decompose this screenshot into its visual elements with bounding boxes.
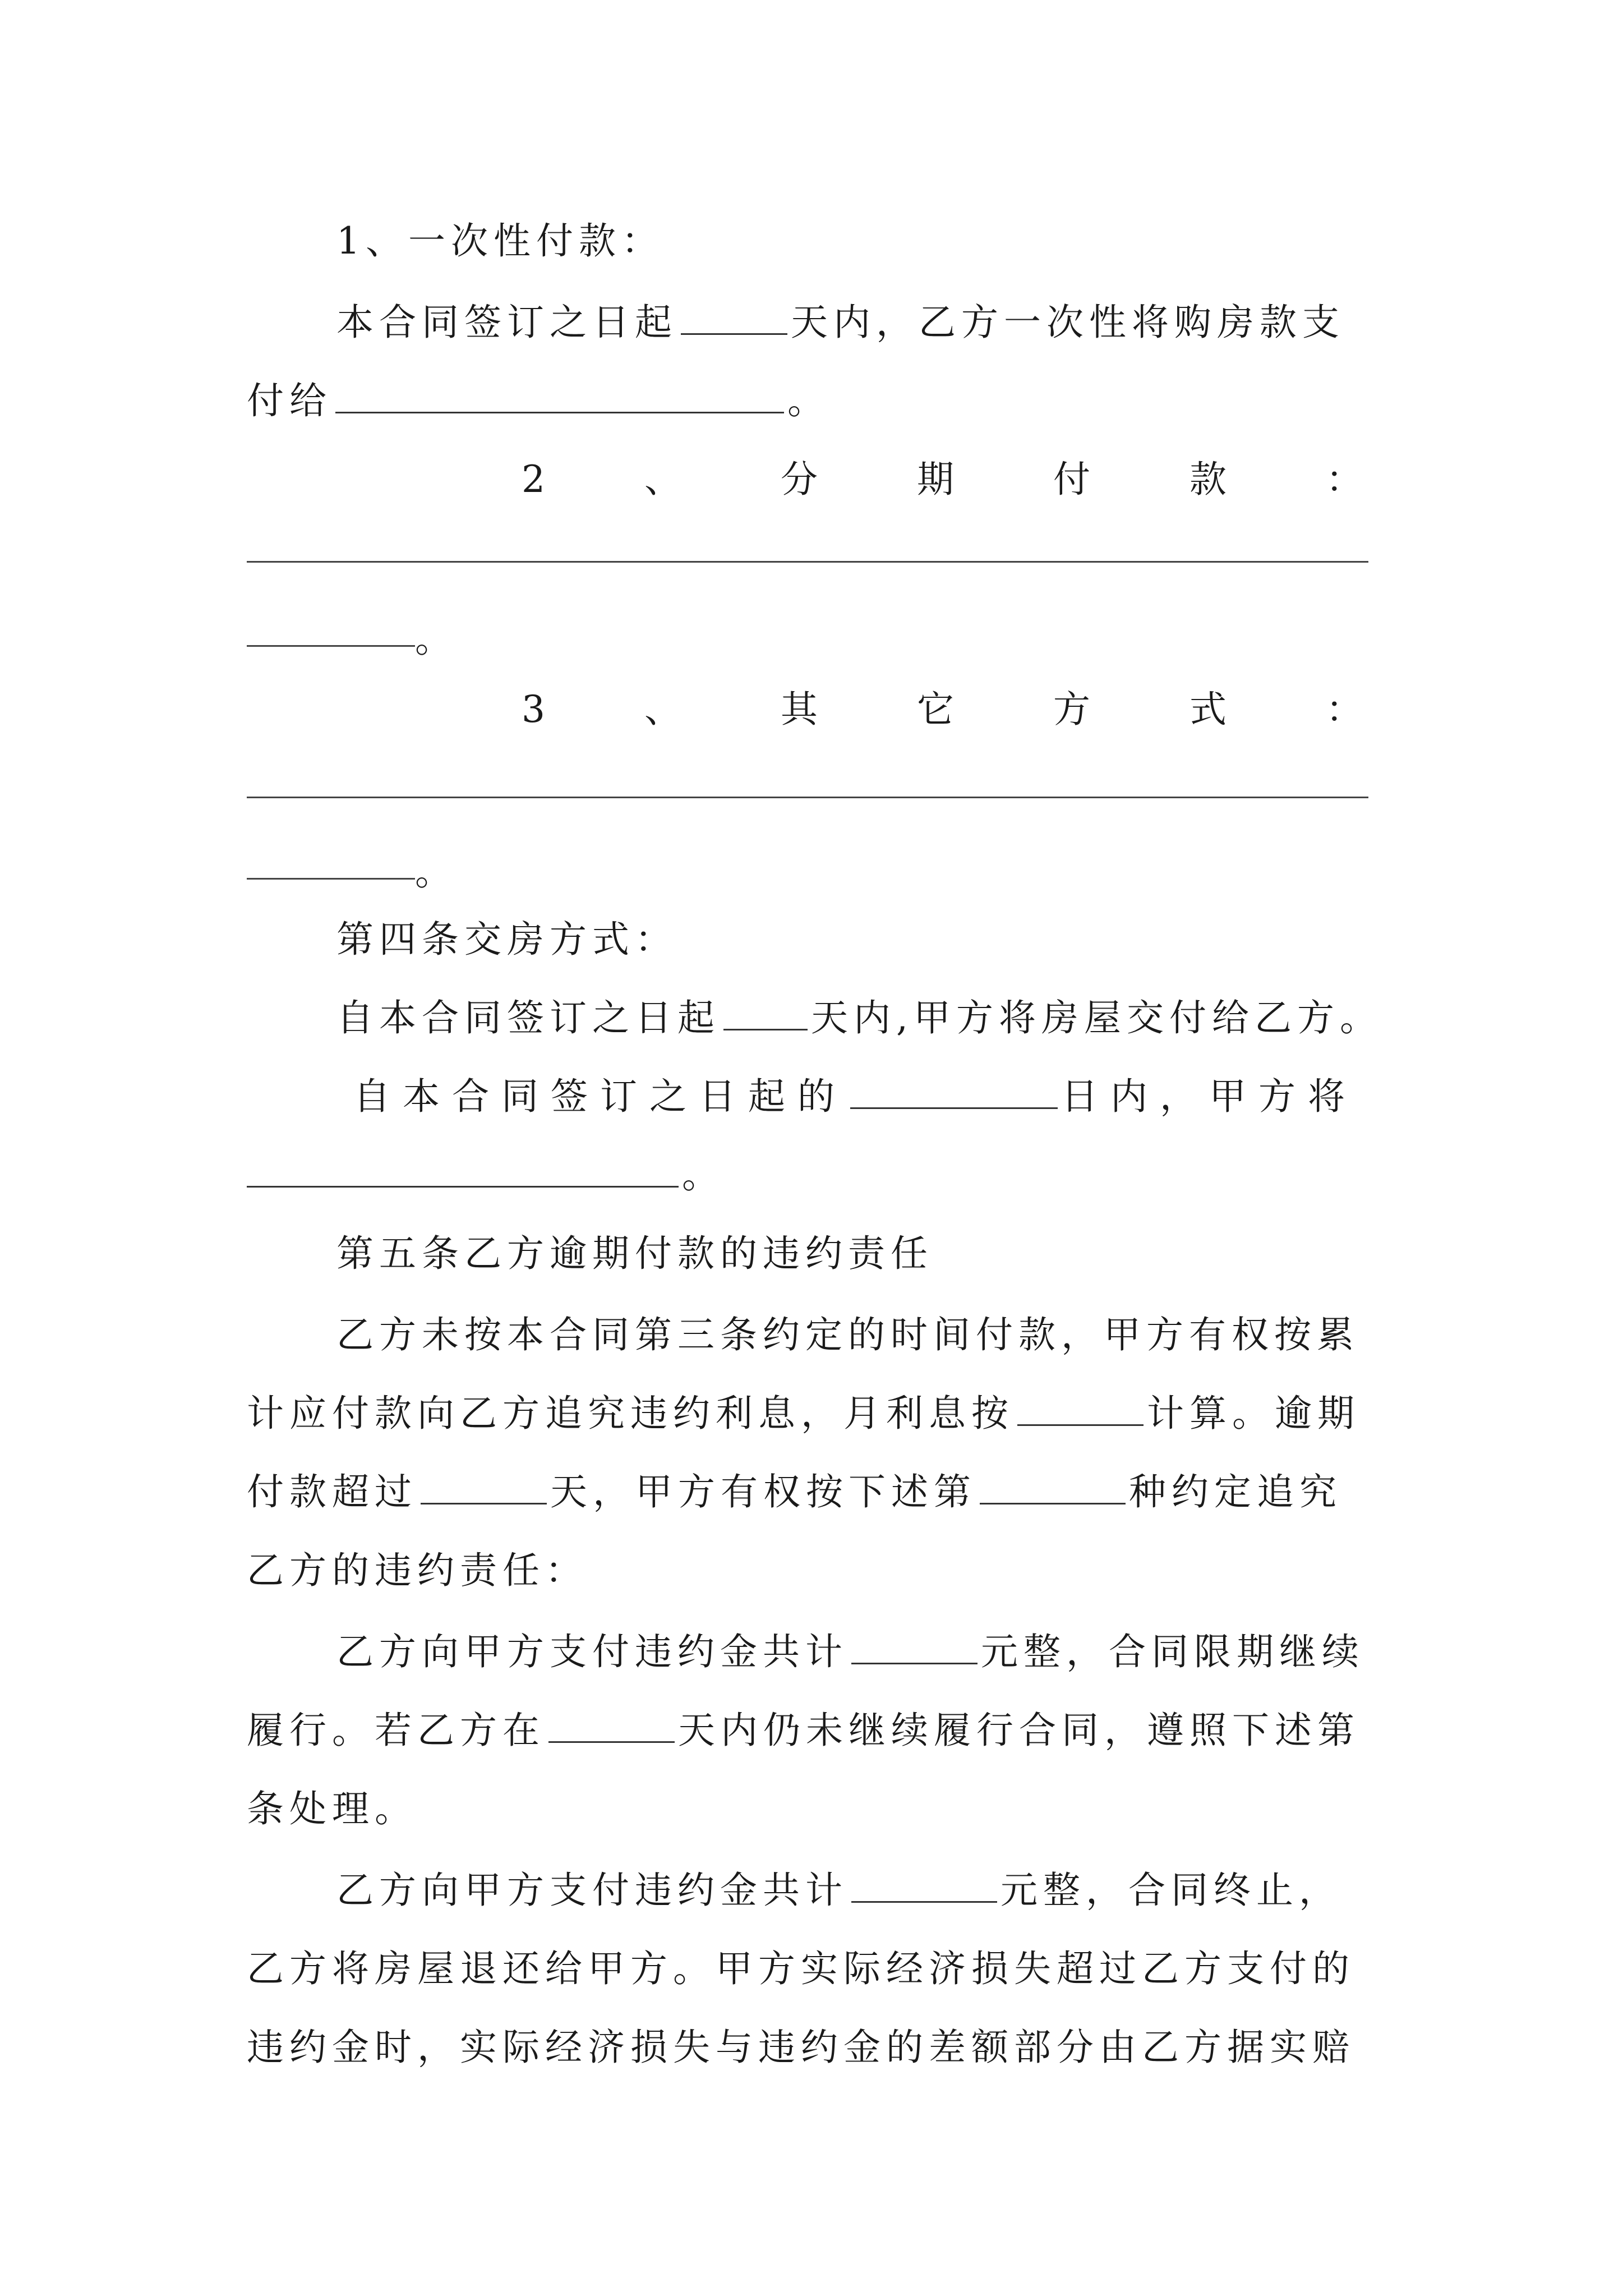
- penalty-option-1-cont: 履行。若乙方在 天内仍未继续履行合同，遵照下述第: [247, 1709, 1360, 1752]
- blank-field: [247, 1152, 679, 1188]
- clause-installment-heading: 2 、 分 期 付 款 ：: [522, 458, 1363, 501]
- penalty-option-2-cont: 乙方将房屋退还给甲方。甲方实际经济损失超过乙方支付的: [247, 1947, 1355, 1990]
- clause-one-time-payment-heading: 1、一次性付款：: [336, 219, 664, 263]
- blank-field: [723, 995, 808, 1030]
- blank-field: [421, 1469, 547, 1504]
- penalty-option-1: 乙方向甲方支付违约金共计 元整，合同限期继续: [336, 1630, 1364, 1673]
- blank-field: [851, 1867, 997, 1903]
- clause-one-time-payment-text-cont: 付给 。: [247, 379, 830, 422]
- period-mark: 。: [415, 850, 452, 894]
- article-five-text-3: 付款超过 天，甲方有权按下述第 种约定追究: [247, 1470, 1342, 1513]
- blank-field: [335, 378, 784, 413]
- blank-field: [247, 561, 1368, 563]
- article-five-text-4: 乙方的违约责任：: [247, 1549, 588, 1592]
- blank-field: [1017, 1391, 1144, 1426]
- clause-one-time-payment-text: 本合同签订之日起 天内，乙方一次性将购房款支: [336, 301, 1345, 344]
- blank-field: [850, 1074, 1058, 1109]
- article-four-text-2: 自本合同签订之日起的 日内，甲方将: [353, 1075, 1357, 1118]
- article-four-text-1: 自本合同签订之日起 天内,甲方将房屋交付给乙方。: [336, 996, 1382, 1039]
- article-four-heading: 第四条交房方式：: [336, 918, 677, 961]
- blank-field: [247, 797, 1368, 798]
- blank-field: [247, 645, 415, 647]
- penalty-option-1-end: 条处理。: [247, 1787, 417, 1830]
- blank-field: [980, 1469, 1126, 1504]
- article-five-text-1: 乙方未按本合同第三条约定的时间付款，甲方有权按累: [336, 1313, 1359, 1356]
- blank-field: [548, 1708, 675, 1743]
- blank-field: [851, 1629, 978, 1664]
- blank-field: [681, 300, 787, 335]
- article-four-text-2-cont: 。: [247, 1144, 1380, 1206]
- penalty-option-2-cont2: 违约金时，实际经济损失与违约金的差额部分由乙方据实赔: [247, 2026, 1355, 2069]
- penalty-option-2: 乙方向甲方支付违约金共计 元整，合同终止，: [336, 1869, 1341, 1912]
- article-five-heading: 第五条乙方逾期付款的违约责任: [336, 1232, 933, 1275]
- blank-field: [247, 878, 415, 880]
- period-mark: 。: [415, 618, 452, 661]
- clause-other-method-heading: 3 、 其 它 方 式 ：: [522, 688, 1363, 731]
- article-five-text-2: 计应付款向乙方追究违约利息，月利息按 计算。逾期: [247, 1392, 1360, 1435]
